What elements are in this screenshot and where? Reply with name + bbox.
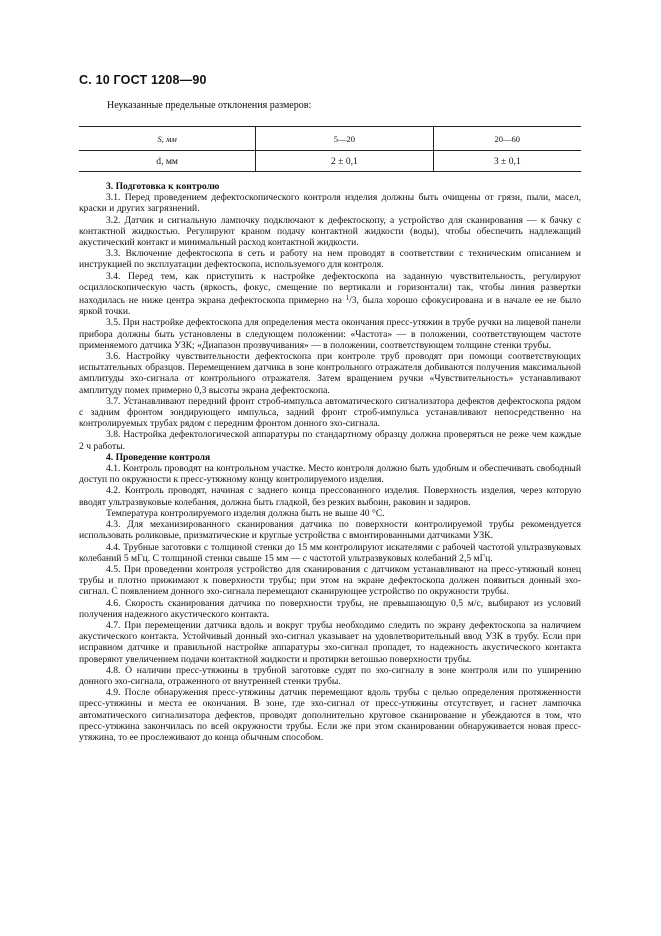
table-header-cell: S, мм (79, 127, 256, 151)
paragraph: 4.8. О наличии пресс-утяжины в трубной заготовке судят по эхо-сигналу в зоне контроля или по уширению донного эхо-сигнала, отраженного от внутренней стенки трубы. (79, 664, 581, 687)
table-header-row (79, 127, 581, 151)
table-header-cell: 20—60 (433, 127, 581, 151)
table-row (79, 151, 581, 172)
paragraph: 4.5. При проведении контроля устройство для сканирования с датчиком устанавливают на пресс-утяжный конец трубы и плотно прижимают к поверхности трубы; при этом на экране дефектоскопа должен появиться донный эхо-сигнал. С появлением донного эхо-сигнала перемещают сканирующее устройство по окружности трубы. (79, 563, 581, 598)
paragraph: 3.1. Перед проведением дефектоскопического контроля изделия должны быть очищены от грязи, пыли, масел, краски и других загрязнений. (79, 192, 581, 215)
paragraph: 3.3. Включение дефектоскопа в сеть и работу на нем проводят в соответствии с техническим описанием и инструкцией по эксплуатации дефектоскопа, используемого для контроля. (79, 248, 581, 271)
paragraph: Температура контролируемого изделия должна быть не выше 40 °С. (106, 507, 385, 519)
paragraph: 4.7. При перемещении датчика вдоль и вокруг трубы необходимо следить по экрану дефектоскопа за наличием акустического контакта. Устойчивый донный эхо-сигнал указывает на удовлетворительный ввод УЗК в трубу. Если при исправном датчике и правильной настройке аппаратуры эхо-сигнал пропадет, то надежность акустического контакта проверяют увеличением подачи контактной жидкости и протирки ветошью поверхности трубы. (79, 619, 581, 665)
paragraph: 3.5. При настройке дефектоскопа для определения места окончания пресс-утяжин в трубе ручки на лицевой панели прибора должны быть установлены в следующем положении: «Частота» — в положении, соответствующем частоте применяемого датчика УЗК; «Диапазон прозвучивания» — в положении, соответствующем толщине стенки трубы. (79, 317, 581, 351)
page-header: С. 10 ГОСТ 1208—90 (79, 73, 207, 87)
table-header-cell: 5—20 (256, 127, 433, 151)
paragraph: 4.2. Контроль проводят, начиная с заднего конца прессованного изделия. Поверхность изделия, через которую вводят ультразвуковые колебания, должна быть гладкой, без резких выбоин, раковин и задиров. (79, 485, 581, 508)
paragraph: 4.9. После обнаружения пресс-утяжины датчик перемещают вдоль трубы с целью определения протяженности пресс-утяжины и места ее окончания. В зоне, где эхо-сигнал от пресс-утяжины отсутствует, и гаснет лампочка автоматического сигнализатора дефектов, проводят дополнительно круговое сканирование и убеждаются в том, что пресс-утяжина закончилась по всей окружности трубы. Если же при этом сканировании обнаруживается новая пресс-утяжина, то ее прослеживают до конца обычным способом. (79, 687, 581, 743)
document-body (79, 181, 581, 743)
table-cell: 2 ± 0,1 (256, 151, 433, 172)
paragraph: 4.6. Скорость сканирования датчика по поверхности трубы, не превышающую 0,5 м/с, выбирают из условий получения надежного акустического контакта. (79, 597, 581, 620)
tolerance-table (79, 126, 581, 172)
paragraph: 4.3. Для механизированного сканирования датчика по поверхности контролируемой трубы рекомендуется использовать роликовые, призматические и круглые устройства с вмонтированными датчиками УЗК. (79, 519, 581, 542)
paragraph: 3.2. Датчик и сигнальную лампочку подключают к дефектоскопу, а устройство для сканирования — к бачку с контактной жидкостью. Регулируют краном подачу контактной жидкости (воды), чтобы обеспечить надлежащий акустический контакт и минимальный расход контактной жидкости. (79, 214, 581, 249)
paragraph: 3.4. Перед тем, как приступить к настройке дефектоскопа на заданную чувствительность, регулируют осциллоскопическую часть (яркость, фокус, смещение по вертикали и горизонтали) так, чтобы линия развертки находилась не ниже центра экрана дефектоскопа примерно на $^1$/3, была хорошо сфокусирована и в начале ее не было яркой точки. (79, 270, 581, 318)
intro-text: Неуказанные предельные отклонения размеров: (107, 100, 312, 111)
table-cell: d, мм (79, 151, 256, 172)
paragraph: 3.6. Настройку чувствительности дефектоскопа при контроле труб проводят при помощи соответствующих испытательных образцов. Перемещением датчика в зоне контрольного отражателя добиваются получения максимальной амплитуды эхо-сигнала от контрольного отражателя. Затем вращением ручки «Чувствительность» устанавливают амплитуду помех примерно 0,3 высоты экрана дефектоскопа. (79, 351, 581, 396)
section-heading: 3. Подготовка к контролю (106, 181, 220, 192)
section-heading: 4. Проведение контроля (106, 451, 211, 463)
paragraph: 3.7. Устанавливают передний фронт строб-импульса автоматического сигнализатора дефектов дефектоскопа рядом с задним фронтом зондирующего импульса, задний фронт строб-импульса устанавливают непосредственно на контролируемых трубах рядом с передним фронтом донного эхо-сигнала. (79, 395, 581, 430)
table-cell: 3 ± 0,1 (433, 151, 581, 172)
paragraph: 4.1. Контроль проводят на контрольном участке. Место контроля должно быть удобным и обеспечивать свободный доступ по окружности к пресс-утяжному концу контролируемого изделия. (79, 463, 581, 486)
paragraph: 3.8. Настройка дефектологической аппаратуры по стандартному образцу должна проверяться не реже чем каждые 2 ч работы. (79, 429, 581, 452)
paragraph: 4.4. Трубные заготовки с толщиной стенки до 15 мм контролируют искателями с рабочей частотой ультразвуковых колебаний 5 мГц. С толщиной стенки свыше 15 мм — с частотой ультразвуковых колебаний 2,5 мГц. (79, 541, 581, 564)
